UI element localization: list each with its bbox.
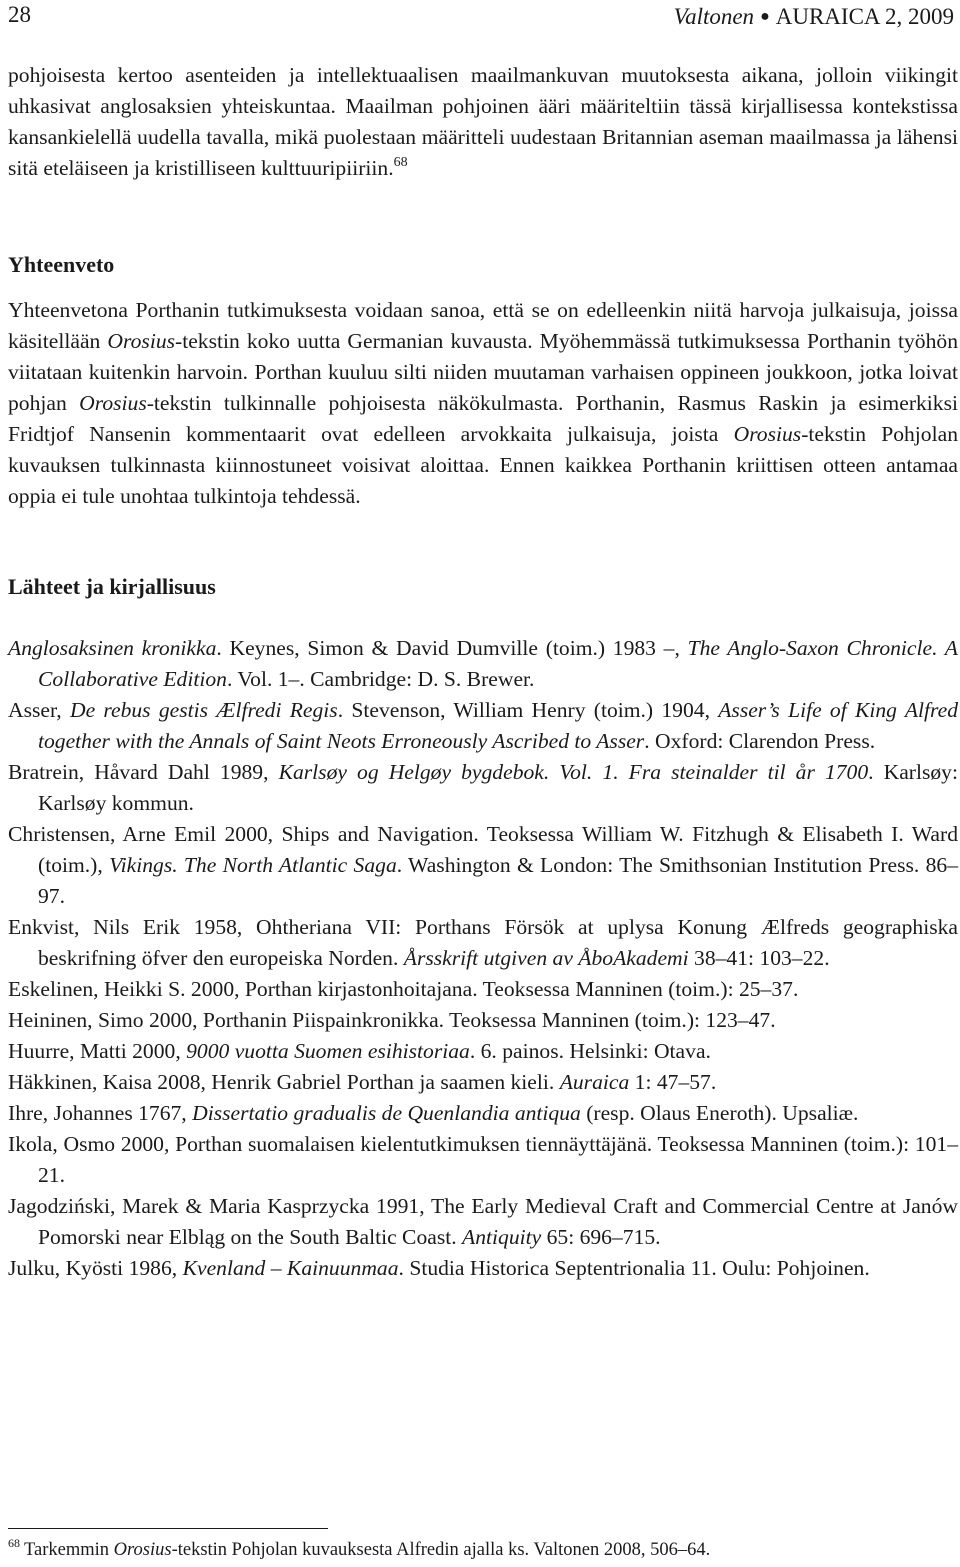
reference-item: Eskelinen, Heikki S. 2000, Porthan kirjastonhoitajana. Teoksessa Manninen (toim.): 25–37. xyxy=(8,977,799,1001)
reference-list xyxy=(8,633,958,1284)
intro-text: pohjoisesta kertoo asenteiden ja intellektuaalisen maailmankuvan muutoksesta aikana, jolloin viikingit uhkasivat anglosaksien yhteiskuntaa. Maailman pohjoinen ääri määriteltiin tässä kirjallisessa kontekstissa kansankielellä uudella tavalla, mikä puolestaan määritteli uudestaan Britannian aseman maailmassa ja lähensi sitä eteläiseen ja kristilliseen kulttuuripiiriin. xyxy=(8,63,958,180)
summary-text-4: -tekstin Pohjolan kuvauksen tulkinnasta kiinnostuneet voisivat aloittaa. Ennen kaikkea Porthanin kriittisen otteen antamaa oppia ei tule unohtaa tulkintoja tehdessä. xyxy=(8,422,958,508)
summary-text-1: Yhteenvetona Porthanin tutkimuksesta voidaan sanoa, että se on edelleenkin niitä harvoja julkaisuja, joissa käsitellään xyxy=(8,298,958,353)
page-number: 28 xyxy=(8,2,31,27)
footnote-text-1: Tarkemmin xyxy=(24,1540,114,1560)
reference-item: Asser, De rebus gestis Ælfredi Regis. Stevenson, William Henry (toim.) 1904, Asser’s Life of King Alfred together with the Annals of Saint Neots Erroneously Ascribed to Asser. Oxford: Clarendon Press. xyxy=(8,698,958,753)
reference-item: Anglosaksinen kronikka. Keynes, Simon & David Dumville (toim.) 1983 –, The Anglo-Saxon Chronicle. A Collaborative Edition. Vol. 1–. Cambridge: D. S. Brewer. xyxy=(8,636,958,691)
reference-item: Bratrein, Håvard Dahl 1989, Karlsøy og Helgøy bygdebok. Vol. 1. Fra steinalder til år 1700. Karlsøy: Karlsøy kommun. xyxy=(8,760,958,815)
summary-heading: Yhteenveto xyxy=(8,252,115,277)
reference-item: Julku, Kyösti 1986, Kvenland – Kainuunmaa. Studia Historica Septentrionalia 11. Oulu: Pohjoinen. xyxy=(8,1256,870,1280)
reference-item: Jagodziński, Marek & Maria Kasprzycka 1991, The Early Medieval Craft and Commercial Centre at Janów Pomorski near Elbląg on the South Baltic Coast. Antiquity 65: 696–715. xyxy=(8,1194,958,1249)
reference-item: Huurre, Matti 2000, 9000 vuotta Suomen esihistoriaa. 6. painos. Helsinki: Otava. xyxy=(8,1039,711,1063)
summary-paragraph xyxy=(8,295,958,512)
running-header-journal: AURAICA 2, 2009 xyxy=(775,4,954,29)
reference-item: Ikola, Osmo 2000, Porthan suomalaisen kielentutkimuksen tiennäyttäjänä. Teoksessa Manninen (toim.): 101–21. xyxy=(8,1132,958,1187)
footnote-marker: 68 xyxy=(393,155,408,170)
summary-text-2: -tekstin koko uutta Germanian kuvausta. Myöhemmässä tutkimuksessa Porthanin työhön viitataan kuitenkin harvoin. Porthan kuuluu silti niiden muutaman varhaisen oppineen joukkoon, jotka loivat pohjan xyxy=(8,329,958,415)
running-header-author: Valtonen xyxy=(673,4,755,29)
summary-text-3: -tekstin tulkinnalle pohjoisesta näkökulmasta. Porthanin, Rasmus Raskin ja esimerkiksi Fridtjof Nansenin kommentaarit ovat edelleen arvokkaita julkaisuja, joista xyxy=(8,391,959,446)
summary-italic-2: Orosius xyxy=(79,391,147,415)
footnote-number: 68 xyxy=(8,1536,20,1550)
summary-italic-3: Orosius xyxy=(733,422,802,446)
references-heading: Lähteet ja kirjallisuus xyxy=(8,574,216,599)
footnote xyxy=(8,1538,710,1562)
footnote-text-2: -tekstin Pohjolan kuvauksesta Alfredin ajalla ks. Valtonen 2008, 506–64. xyxy=(171,1540,711,1560)
reference-item: Heininen, Simo 2000, Porthanin Piispainkronikka. Teoksessa Manninen (toim.): 123–47. xyxy=(8,1008,776,1032)
running-header xyxy=(674,4,954,30)
summary-italic-1: Orosius xyxy=(107,329,176,353)
reference-item: Christensen, Arne Emil 2000, Ships and Navigation. Teoksessa William W. Fitzhugh & Elisabeth I. Ward (toim.), Vikings. The North Atlantic Saga. Washington & London: The Smithsonian Institution Press. 86–97. xyxy=(8,822,958,908)
intro-paragraph xyxy=(8,60,958,184)
reference-item: Enkvist, Nils Erik 1958, Ohtheriana VII: Porthans Försök at uplysa Konung Ælfreds geographiska beskrifning öfver den europeiska Norden. Årsskrift utgiven av ÅboAkademi 38–41: 103–22. xyxy=(8,915,958,970)
bullet-separator-icon: ● xyxy=(760,8,770,25)
reference-item: Ihre, Johannes 1767, Dissertatio gradualis de Quenlandia antiqua (resp. Olaus Eneroth). Upsaliæ. xyxy=(8,1101,859,1125)
reference-item: Häkkinen, Kaisa 2008, Henrik Gabriel Porthan ja saamen kieli. Auraica 1: 47–57. xyxy=(8,1070,717,1094)
footnote-italic: Orosius xyxy=(113,1540,172,1560)
footnote-divider xyxy=(8,1528,328,1529)
